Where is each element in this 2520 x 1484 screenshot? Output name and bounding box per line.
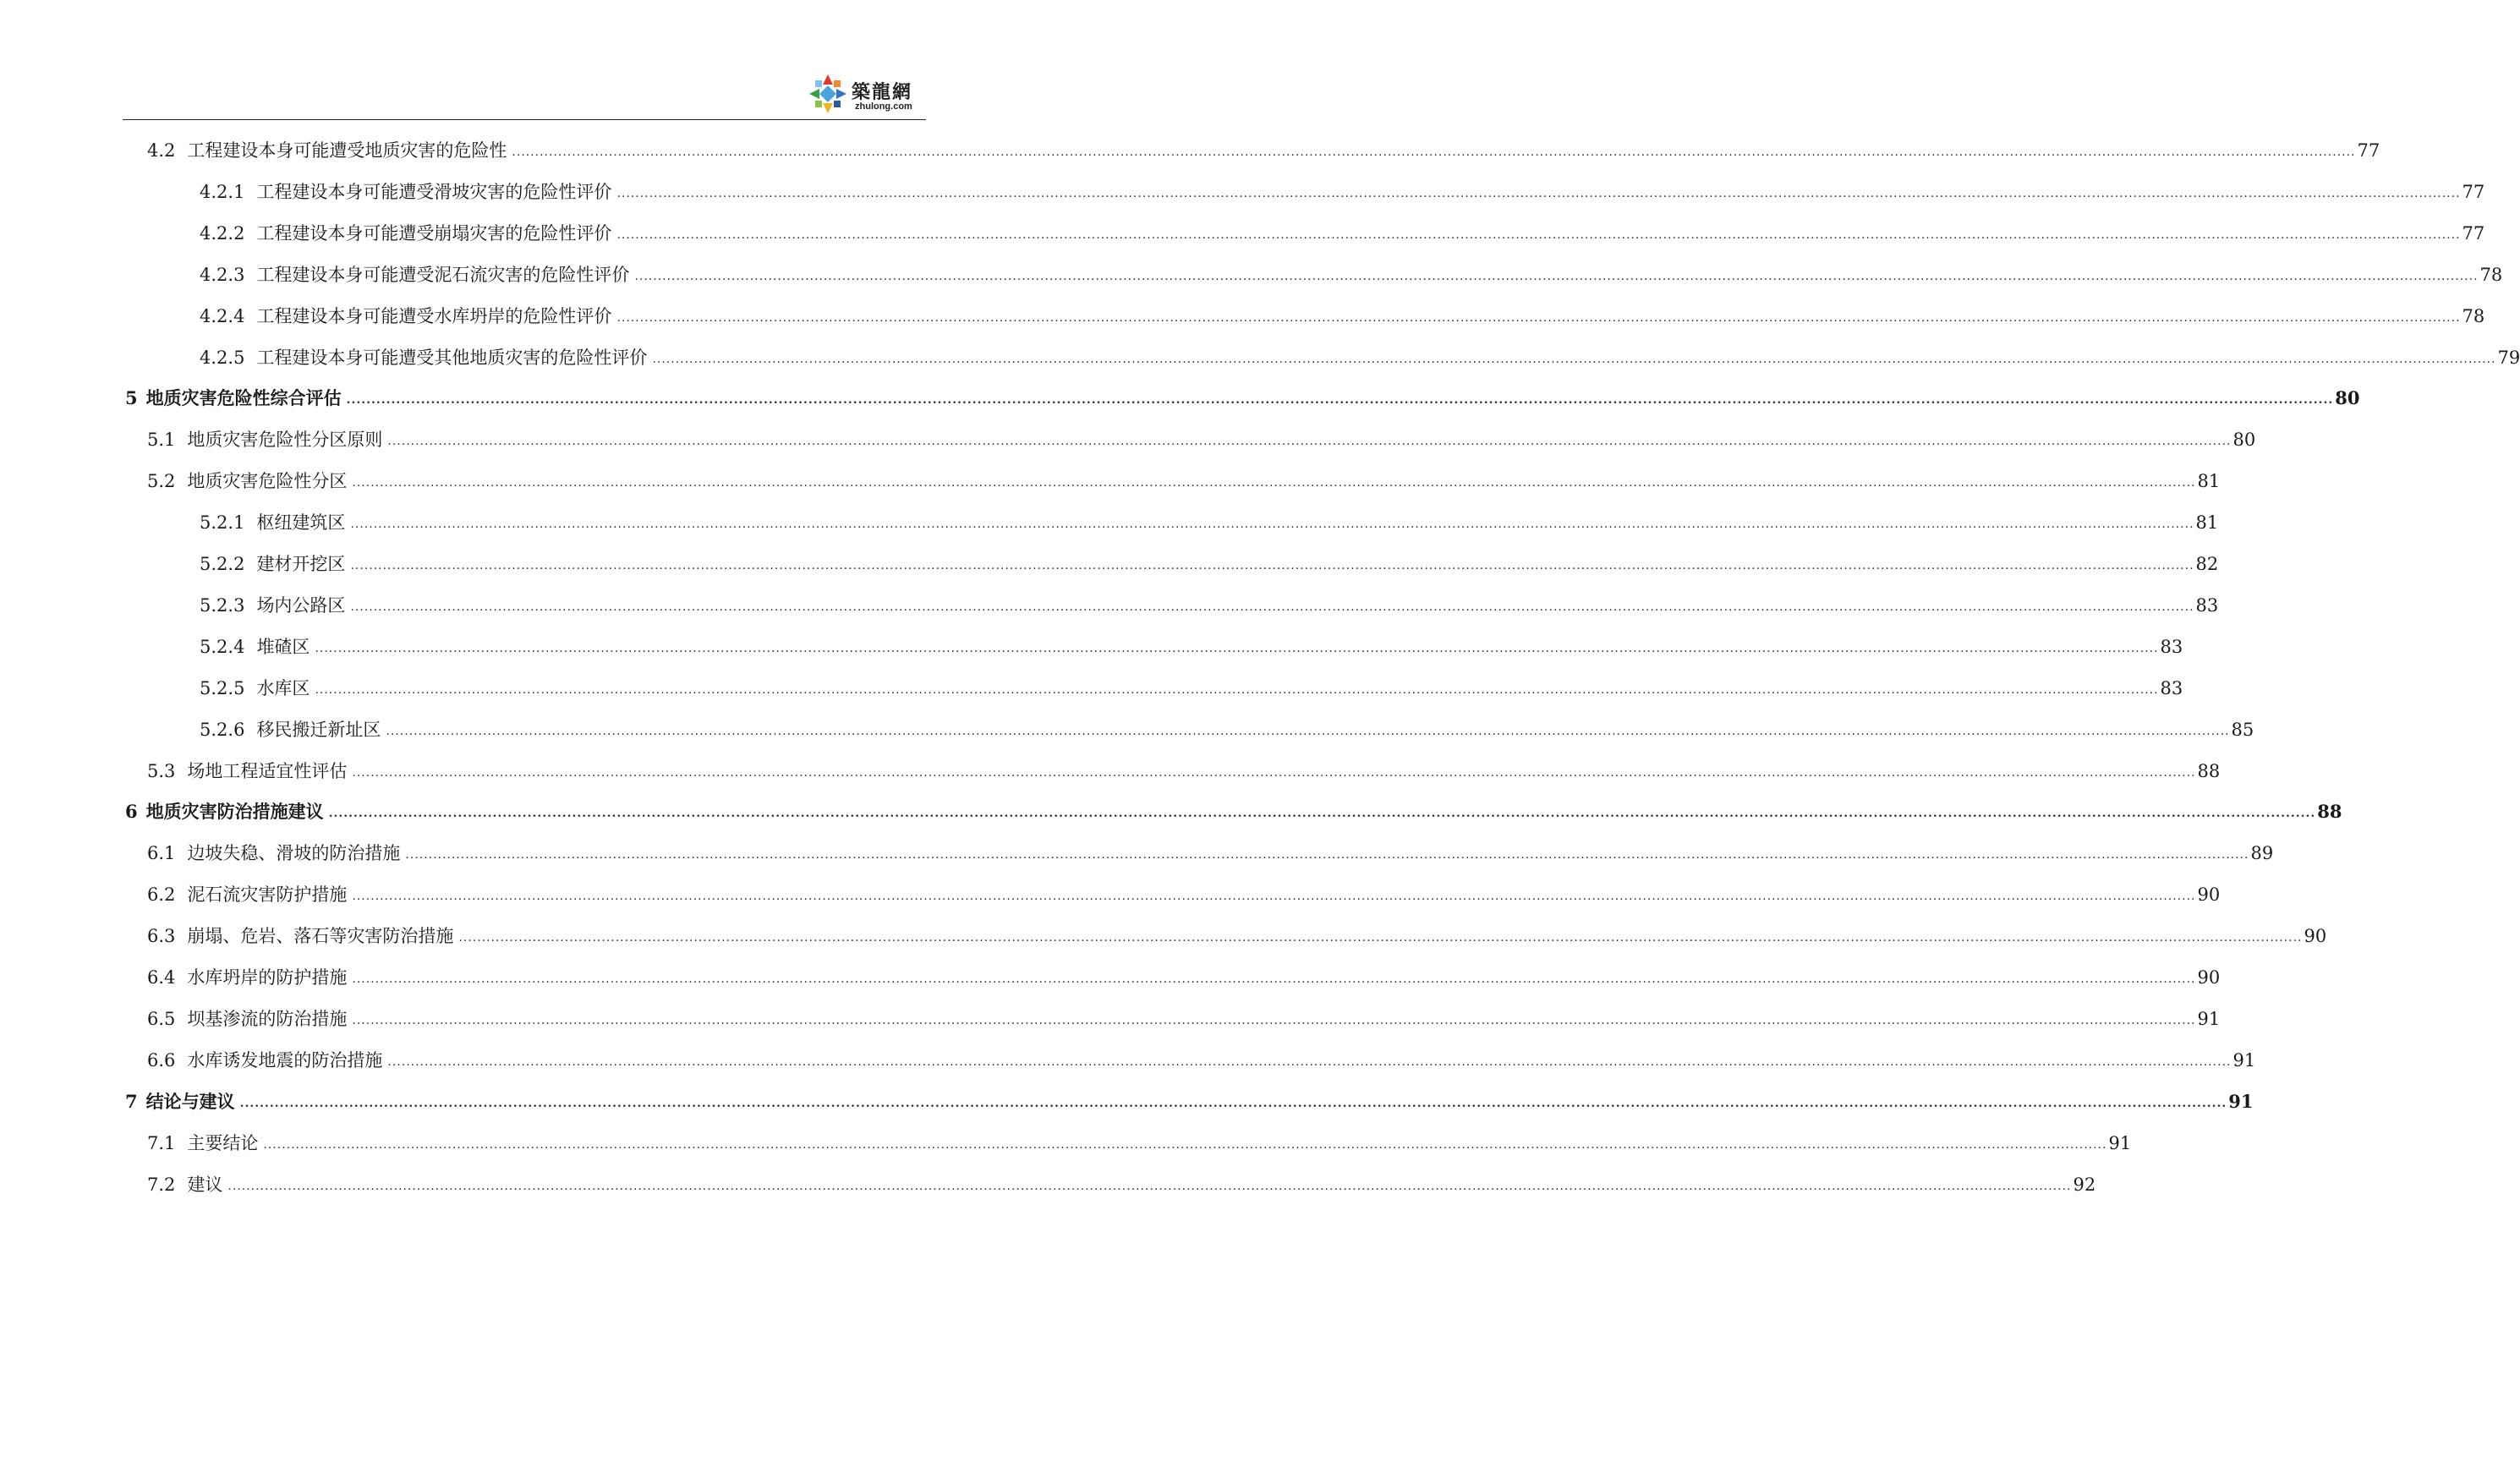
toc-entry-number: 5.3 (147, 760, 176, 781)
toc-leader-dots: ................................................................................................................................................................................................................................................................................................................................................................................................................ (328, 807, 2316, 821)
toc-entry-page: 88 (2197, 760, 2221, 781)
toc-entry-title: 泥石流灾害防护措施 (187, 884, 348, 906)
toc-entry-number: 4.2.1 (200, 181, 245, 202)
toc-entry-page: 77 (2462, 222, 2485, 244)
toc-entry-page: 82 (2195, 554, 2219, 574)
toc-entry-page: 83 (2160, 636, 2183, 657)
toc-entry-page: 78 (2479, 264, 2503, 285)
toc-entry-number: 6 (125, 801, 138, 823)
toc-leader-dots: ................................................................................................................................................................................................................................................................................................................................................................................................................ (350, 517, 2194, 532)
toc-entry-page: 85 (2231, 719, 2254, 740)
toc-entry[interactable] (147, 129, 2380, 163)
toc-entry-title: 地质灾害危险性分区原则 (187, 430, 383, 451)
toc-entry-page: 89 (2250, 843, 2274, 864)
toc-entry-page: 79 (2497, 347, 2520, 368)
toc-entry-number: 6.6 (147, 1049, 176, 1071)
toc-entry-title: 工程建设本身可能遭受滑坡灾害的危险性评价 (256, 181, 612, 202)
toc-entry[interactable] (200, 709, 2254, 742)
toc-entry-page: 90 (2304, 926, 2327, 947)
toc-entry[interactable] (147, 832, 2274, 866)
toc-entry[interactable] (147, 419, 2256, 452)
toc-entry[interactable] (200, 337, 2520, 370)
toc-entry-number: 4.2 (147, 140, 176, 161)
toc-entry-number: 5.2 (147, 471, 176, 492)
toc-entry-number: 5.2.6 (200, 719, 245, 740)
toc-entry-title: 工程建设本身可能遭受其他地质灾害的危险性评价 (256, 347, 648, 368)
toc-entry-title: 建议 (187, 1174, 223, 1195)
toc-leader-dots: ................................................................................................................................................................................................................................................................................................................................................................................................................ (350, 559, 2194, 572)
toc-entry-page: 92 (2073, 1174, 2096, 1195)
toc-entry[interactable] (147, 1164, 2096, 1197)
toc-leader-dots: ................................................................................................................................................................................................................................................................................................................................................................................................................ (634, 269, 2479, 283)
header-divider (123, 119, 926, 120)
toc-leader-dots: ................................................................................................................................................................................................................................................................................................................................................................................................................ (352, 765, 2196, 780)
toc-entry-title: 主要结论 (187, 1132, 259, 1153)
toc-entry[interactable] (200, 626, 2183, 660)
toc-leader-dots: ................................................................................................................................................................................................................................................................................................................................................................................................................ (352, 1013, 2196, 1027)
toc-leader-dots: ................................................................................................................................................................................................................................................................................................................................................................................................................ (352, 972, 2196, 986)
toc-leader-dots: ................................................................................................................................................................................................................................................................................................................................................................................................................ (458, 931, 2303, 945)
toc-entry-title: 地质灾害危险性分区 (187, 471, 348, 492)
toc-entry-page: 80 (2232, 430, 2256, 451)
toc-entry-page: 81 (2197, 471, 2221, 492)
toc-entry-page: 83 (2160, 677, 2183, 698)
toc-entry[interactable] (125, 1081, 2254, 1114)
toc-entry[interactable] (147, 1122, 2132, 1156)
page-header (123, 0, 926, 121)
toc-entry-title: 坝基渗流的防治措施 (187, 1008, 348, 1029)
toc-entry-number: 4.2.4 (200, 305, 245, 326)
toc-leader-dots: ................................................................................................................................................................................................................................................................................................................................................................................................................ (652, 352, 2496, 366)
toc-entry[interactable] (147, 873, 2221, 907)
toc-entry-title: 工程建设本身可能遭受泥石流灾害的危险性评价 (256, 264, 630, 285)
toc-leader-dots: ................................................................................................................................................................................................................................................................................................................................................................................................................ (386, 724, 2230, 738)
toc-entry[interactable] (147, 956, 2221, 990)
toc-entry[interactable] (200, 295, 2485, 329)
toc-entry-number: 6.2 (147, 884, 176, 906)
toc-entry-page: 81 (2195, 512, 2219, 534)
toc-entry-number: 7.2 (147, 1174, 176, 1195)
toc-entry-title: 工程建设本身可能遭受地质灾害的危险性 (187, 140, 507, 161)
toc-entry-title: 地质灾害防治措施建议 (145, 802, 324, 823)
toc-entry-page: 91 (2108, 1132, 2132, 1153)
logo-chinese-text: 築龍網 (852, 82, 913, 103)
toc-entry[interactable] (125, 791, 2342, 824)
toc-entry-number: 5.2.1 (200, 512, 245, 534)
toc-entry-title: 水库诱发地震的防治措施 (187, 1049, 383, 1071)
toc-entry-page: 83 (2195, 594, 2219, 616)
toc-entry-page: 78 (2462, 305, 2485, 326)
toc-entry-number: 6.5 (147, 1008, 176, 1029)
toc-entry-page: 91 (2232, 1049, 2256, 1071)
toc-entry-title: 场地工程适宜性评估 (187, 760, 348, 781)
toc-entry-title: 场内公路区 (256, 594, 346, 616)
toc-entry-number: 4.2.5 (200, 347, 245, 368)
toc-entry-number: 6.3 (147, 926, 176, 947)
toc-leader-dots: ................................................................................................................................................................................................................................................................................................................................................................................................................ (387, 435, 2232, 449)
toc-entry[interactable] (147, 998, 2221, 1032)
toc-entry-number: 4.2.3 (200, 264, 245, 285)
toc-leader-dots: ................................................................................................................................................................................................................................................................................................................................................................................................................ (346, 393, 2334, 408)
toc-entry[interactable] (200, 212, 2485, 246)
toc-entry-title: 水库区 (256, 677, 310, 698)
pinwheel-logo-icon (808, 73, 848, 115)
toc-entry-title: 工程建设本身可能遭受水库坍岸的危险性评价 (256, 305, 612, 326)
toc-entry-page: 91 (2197, 1008, 2221, 1029)
toc-entry-number: 4.2.2 (200, 222, 245, 244)
toc-entry[interactable] (200, 501, 2219, 535)
toc-entry-number: 5.2.5 (200, 677, 245, 698)
toc-entry-title: 边坡失稳、滑坡的防治措施 (187, 843, 401, 864)
toc-entry-number: 7 (125, 1090, 138, 1112)
toc-leader-dots: ................................................................................................................................................................................................................................................................................................................................................................................................................ (616, 310, 2461, 325)
toc-entry-title: 崩塌、危岩、落石等灾害防治措施 (187, 926, 454, 947)
toc-entry-number: 5 (125, 387, 138, 409)
toc-entry-title: 建材开挖区 (256, 554, 346, 574)
toc-entry[interactable] (200, 543, 2219, 577)
toc-leader-dots: ................................................................................................................................................................................................................................................................................................................................................................................................................ (239, 1096, 2227, 1110)
toc-entry-page: 90 (2197, 884, 2221, 906)
toc-entry-title: 移民搬迁新址区 (256, 719, 381, 740)
toc-entry[interactable] (200, 667, 2183, 701)
toc-entry-page: 91 (2228, 1090, 2254, 1112)
toc-leader-dots: ................................................................................................................................................................................................................................................................................................................................................................................................................ (315, 641, 2159, 655)
toc-leader-dots: ................................................................................................................................................................................................................................................................................................................................................................................................................ (315, 682, 2159, 697)
toc-leader-dots: ................................................................................................................................................................................................................................................................................................................................................................................................................ (512, 145, 2356, 159)
toc-leader-dots: ................................................................................................................................................................................................................................................................................................................................................................................................................ (227, 1179, 2072, 1193)
toc-entry-title: 水库坍岸的防护措施 (187, 967, 348, 988)
toc-leader-dots: ................................................................................................................................................................................................................................................................................................................................................................................................................ (350, 600, 2194, 614)
toc-leader-dots: ................................................................................................................................................................................................................................................................................................................................................................................................................ (263, 1137, 2107, 1152)
toc-entry-page: 90 (2197, 967, 2221, 988)
toc-entry[interactable] (147, 915, 2327, 949)
toc-leader-dots: ................................................................................................................................................................................................................................................................................................................................................................................................................ (616, 186, 2461, 200)
toc-entry[interactable] (125, 377, 2360, 411)
toc-entry-number: 5.2.4 (200, 636, 245, 657)
toc-leader-dots: ................................................................................................................................................................................................................................................................................................................................................................................................................ (387, 1054, 2232, 1069)
toc-entry-title: 工程建设本身可能遭受崩塌灾害的危险性评价 (256, 222, 612, 244)
toc-entry[interactable] (200, 584, 2219, 618)
toc-entry[interactable] (200, 254, 2503, 287)
toc-entry[interactable] (147, 460, 2221, 494)
logo-domain-text: zhulong.com (855, 101, 912, 112)
toc-entry-title: 枢纽建筑区 (256, 512, 346, 534)
toc-entry[interactable] (147, 750, 2221, 784)
toc-entry-page: 80 (2335, 387, 2360, 409)
toc-entry-page: 88 (2317, 801, 2342, 823)
toc-leader-dots: ................................................................................................................................................................................................................................................................................................................................................................................................................ (352, 890, 2196, 904)
toc-entry-number: 6.4 (147, 967, 176, 988)
toc-leader-dots: ................................................................................................................................................................................................................................................................................................................................................................................................................ (616, 227, 2461, 242)
toc-entry-number: 5.2.2 (200, 554, 245, 574)
toc-entry-number: 7.1 (147, 1132, 176, 1153)
toc-entry-number: 5.1 (147, 430, 176, 451)
toc-entry[interactable] (147, 1039, 2256, 1073)
zhulong-logo (808, 73, 926, 117)
toc-leader-dots: ................................................................................................................................................................................................................................................................................................................................................................................................................ (405, 848, 2249, 862)
toc-entry-title: 地质灾害危险性综合评估 (145, 388, 342, 409)
toc-entry-number: 5.2.3 (200, 594, 245, 616)
toc-entry-page: 77 (2462, 181, 2485, 202)
toc-entry[interactable] (200, 171, 2485, 205)
toc-entry-number: 6.1 (147, 843, 176, 864)
toc-leader-dots: ................................................................................................................................................................................................................................................................................................................................................................................................................ (352, 476, 2196, 490)
toc-entry-title: 结论与建议 (145, 1091, 235, 1112)
toc-entry-page: 77 (2357, 140, 2380, 161)
toc-entry-title: 堆碴区 (256, 636, 310, 657)
